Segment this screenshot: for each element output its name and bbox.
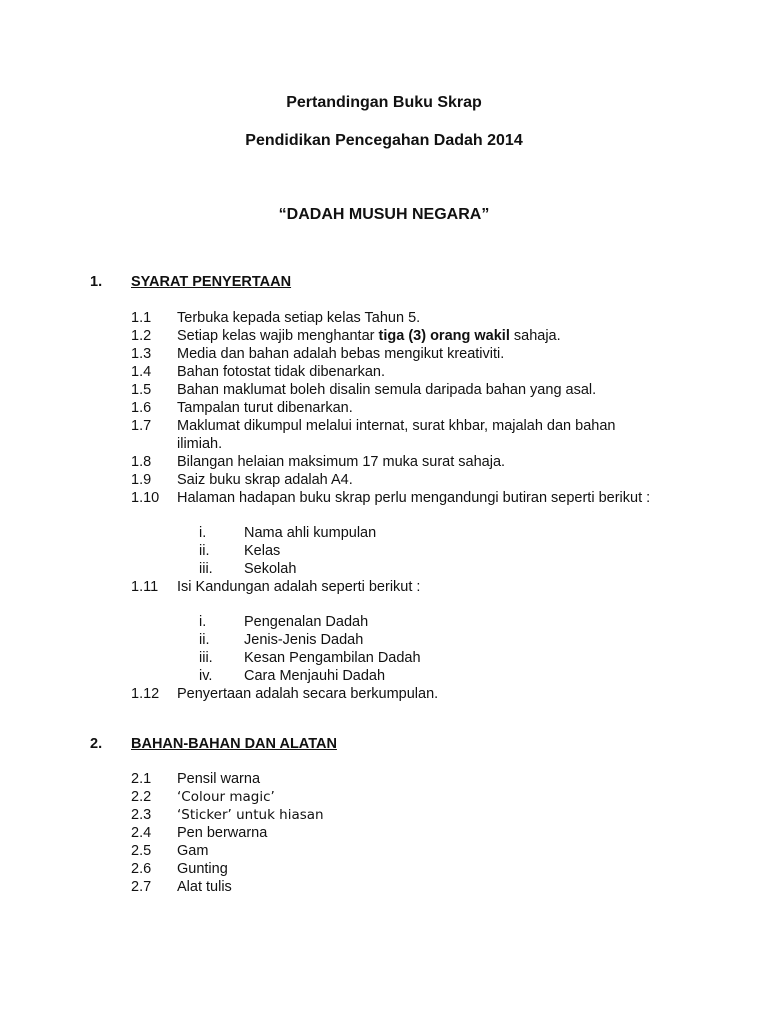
sub-item-number: i.	[199, 614, 207, 630]
item-text-bold: tiga (3) orang wakil	[378, 328, 510, 344]
item-text: Bahan fotostat tidak dibenarkan.	[177, 364, 385, 380]
item-text: Penyertaan adalah secara berkumpulan.	[177, 686, 439, 702]
item-number: 2.7	[131, 879, 152, 895]
item-text: Pen berwarna	[177, 825, 268, 841]
sub-item-number: iii.	[199, 650, 213, 666]
item-number: 2.5	[131, 843, 152, 859]
item-text: Bilangan helaian maksimum 17 muka surat sahaja.	[177, 454, 506, 470]
item-number: 1.4	[131, 364, 152, 380]
item-number: 1.6	[131, 400, 152, 416]
item-text: Gam	[177, 843, 209, 859]
item-number: 1.8	[131, 454, 152, 470]
item-number: 1.5	[131, 382, 152, 398]
item-text-pre: Setiap kelas wajib menghantar	[177, 328, 379, 344]
item-number: 2.2	[131, 789, 152, 805]
document-title: Pertandingan Buku Skrap	[286, 94, 482, 111]
item-text: Maklumat dikumpul melalui internat, surat khbar, majalah dan bahan ilimiah.	[177, 418, 616, 452]
item-text: Gunting	[177, 861, 228, 877]
item-number: 1.11	[131, 579, 159, 595]
item-number: 2.3	[131, 807, 152, 823]
item-text: ‘Sticker’ untuk hiasan	[177, 807, 324, 823]
sub-item-number: ii.	[199, 632, 210, 648]
item-number: 1.3	[131, 346, 152, 362]
sub-item-text: Nama ahli kumpulan	[244, 525, 377, 541]
item-text: Bahan maklumat boleh disalin semula daripada bahan yang asal.	[177, 382, 597, 398]
item-number: 2.1	[131, 771, 152, 787]
item-text: Media dan bahan adalah bebas mengikut kreativiti.	[177, 346, 505, 362]
item-text: Halaman hadapan buku skrap perlu mengandungi butiran seperti berikut :	[177, 490, 651, 506]
item-number: 1.1	[131, 310, 152, 326]
sub-item-number: iii.	[199, 561, 213, 577]
item-number: 1.7	[131, 418, 152, 434]
document-subtitle: Pendidikan Pencegahan Dadah 2014	[245, 132, 523, 149]
section-1-number: 1.	[90, 274, 103, 290]
sub-item-number: iv.	[199, 668, 213, 684]
item-text: Alat tulis	[177, 879, 232, 895]
sub-item-text: Kelas	[244, 543, 281, 559]
item-text: Isi Kandungan adalah seperti berikut :	[177, 579, 421, 595]
item-text: Terbuka kepada setiap kelas Tahun 5.	[177, 310, 421, 326]
sub-item-number: ii.	[199, 543, 210, 559]
item-number: 1.12	[131, 686, 160, 702]
item-number: 1.9	[131, 472, 152, 488]
item-text: ‘Colour magic’	[177, 789, 275, 805]
item-text: Saiz buku skrap adalah A4.	[177, 472, 353, 488]
sub-item-number: i.	[199, 525, 207, 541]
item-text: Pensil warna	[177, 771, 261, 787]
theme-heading: “DADAH MUSUH NEGARA”	[278, 206, 490, 223]
sub-item-text: Pengenalan Dadah	[244, 614, 369, 630]
section-1-title: SYARAT PENYERTAAN	[131, 274, 292, 290]
sub-item-text: Kesan Pengambilan Dadah	[244, 650, 421, 666]
section-2-title: BAHAN-BAHAN DAN ALATAN	[131, 736, 337, 752]
item-number: 2.6	[131, 861, 152, 877]
item-text	[177, 327, 697, 345]
item-number: 2.4	[131, 825, 152, 841]
sub-item-text: Cara Menjauhi Dadah	[244, 668, 386, 684]
item-number: 1.10	[131, 490, 160, 506]
sub-item-text: Sekolah	[244, 561, 297, 577]
item-number: 1.2	[131, 328, 152, 344]
item-text-post: sahaja.	[509, 328, 561, 344]
item-text: Tampalan turut dibenarkan.	[177, 400, 353, 416]
sub-item-text: Jenis-Jenis Dadah	[244, 632, 364, 648]
section-2-number: 2.	[90, 736, 103, 752]
